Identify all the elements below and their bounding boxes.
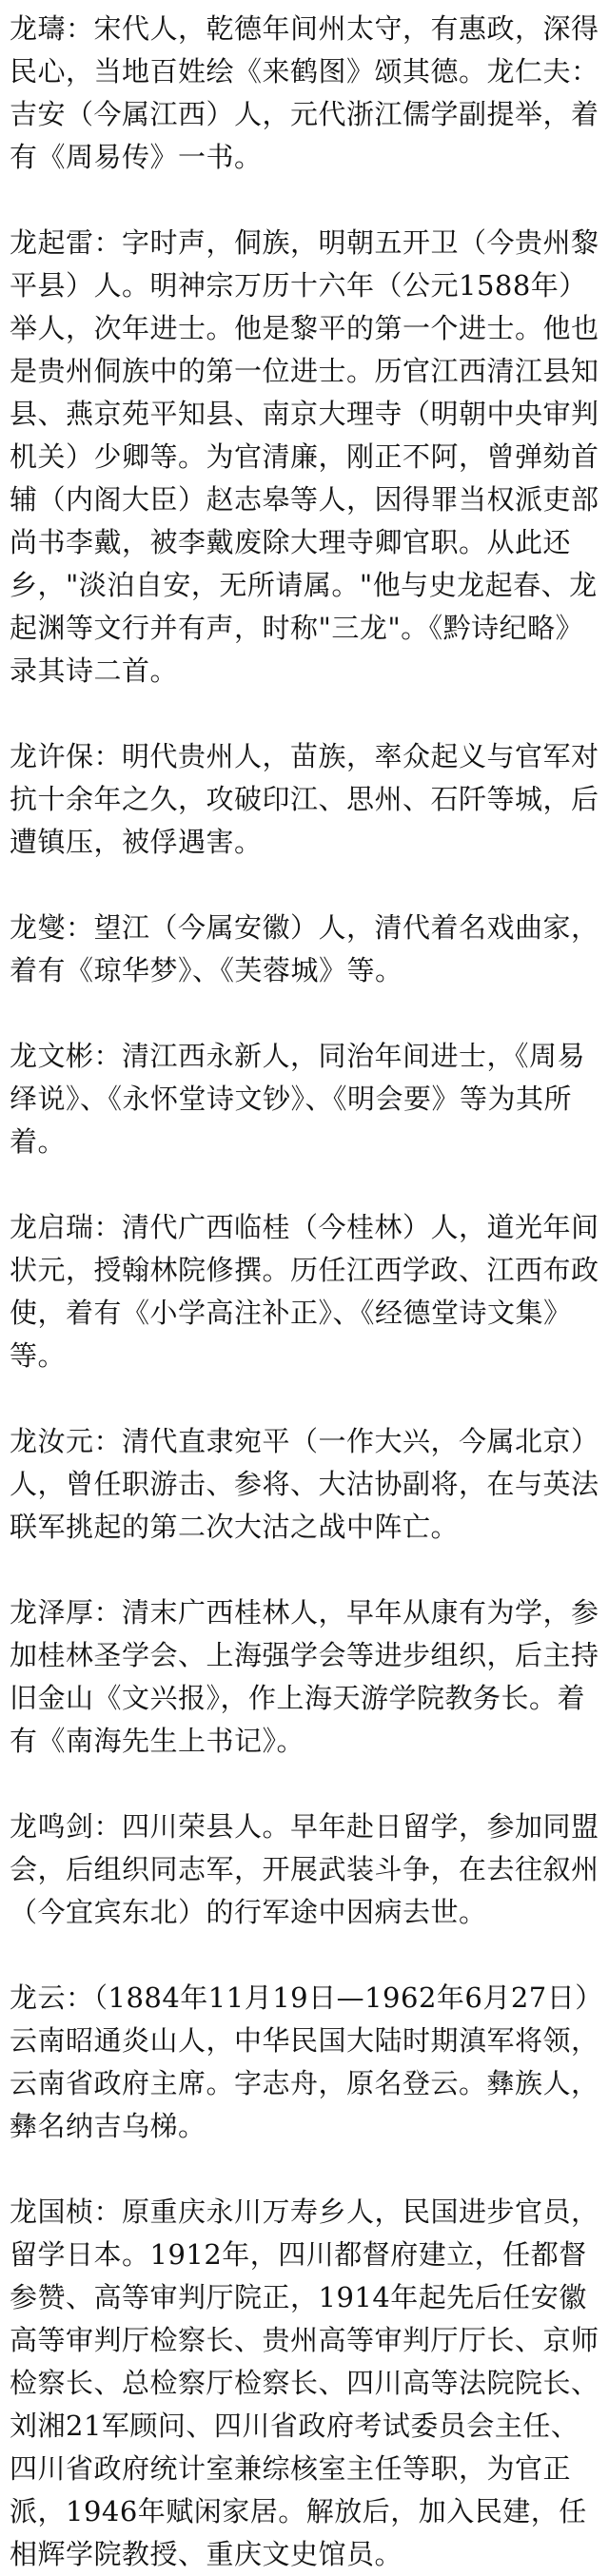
entry-long-wenbin bbox=[10, 1035, 599, 1163]
entry-text: 龙泽厚：清末广西桂林人，早年从康有为学，参加桂林圣学会、上海强学会等进步组织，后主持旧金山《文兴报》，作上海天游学院教务长。着有《南海先生上书记》。 bbox=[10, 1596, 599, 1757]
paragraph-gap bbox=[10, 2148, 599, 2191]
entry-text: 龙起雷：字时声，侗族，明朝五开卫（今贵州黎平县）人。明神宗万历十六年（公元1588年）举人，次年进士。他是黎平的第一个进士。他也是贵州侗族中的第一位进士。历官江西清江县知县、燕京苑平知县、南京大理寺（明朝中央审判机关）少卿等。为官清廉，刚正不阿，曾弹劾首辅（内阁大臣）赵志皋等人，因得罪当权派吏部尚书李戴，被李戴废除大理寺卿官职。从此还乡，"淡泊自安，无所请属。"他与史龙起春、龙起渊等文行并有声，时称"三龙"。《黔诗纪略》录其诗二首。 bbox=[10, 226, 599, 687]
paragraph-gap bbox=[10, 864, 599, 907]
entry-long-zehou bbox=[10, 1591, 599, 1763]
entry-long-qilei bbox=[10, 222, 599, 693]
entry-text: 龙云：（1884年11月19日—1962年6月27日）云南昭通炎山人，中华民国大陆时期滇军将领，云南省政府主席。字志舟，原名登云。彝族人，彝名纳吉乌梯。 bbox=[10, 1981, 599, 2142]
entry-long-qirui bbox=[10, 1206, 599, 1377]
paragraph-gap bbox=[10, 1763, 599, 1805]
entry-text: 龙汝元：清代直隶宛平（一作大兴，今属北京）人，曾任职游击、参将、大沽协副将，在与英法联军挑起的第二次大沽之战中阵亡。 bbox=[10, 1425, 599, 1543]
entry-text: 龙文彬：清江西永新人，同治年间进士，《周易绎说》、《永怀堂诗文钞》、《明会要》等为其所着。 bbox=[10, 1040, 586, 1158]
entry-long-guozhen bbox=[10, 2191, 599, 2576]
entry-long-xubao bbox=[10, 735, 599, 864]
paragraph-gap bbox=[10, 1163, 599, 1206]
paragraph-gap bbox=[10, 1934, 599, 1977]
entry-text: 龙启瑞：清代广西临桂（今桂林）人，道光年间状元，授翰林院修撰。历任江西学政、江西布政使，着有《小学高注补正》、《经德堂诗文集》等。 bbox=[10, 1211, 599, 1372]
paragraph-gap bbox=[10, 1377, 599, 1420]
paragraph-gap bbox=[10, 693, 599, 735]
entry-text: 龙许保：明代贵州人，苗族，率众起义与官军对抗十余年之久，攻破印江、思州、石阡等城，后遭镇压，被俘遇害。 bbox=[10, 740, 599, 858]
entry-text: 龙燮：望江（今属安徽）人，清代着名戏曲家，着有《琼华梦》、《芙蓉城》等。 bbox=[10, 911, 599, 986]
entry-long-xie bbox=[10, 907, 599, 992]
paragraph-gap bbox=[10, 1549, 599, 1591]
entry-long-mingjian bbox=[10, 1805, 599, 1934]
entry-long-ruyuan bbox=[10, 1420, 599, 1549]
entry-text: 龙鸣剑：四川荣县人。早年赴日留学，参加同盟会，后组织同志军，开展武装斗争，在去往叙州（今宜宾东北）的行军途中因病去世。 bbox=[10, 1810, 599, 1928]
paragraph-gap bbox=[10, 179, 599, 222]
entry-text: 龙国桢：原重庆永川万寿乡人，民国进步官员，留学日本。1912年，四川都督府建立，任都督参赞、高等审判厅院正，1914年起先后任安徽高等审判厅检察长、贵州高等审判厅厅长、京师检察长、总检察厅检察长、四川高等法院院长、刘湘21军顾问、四川省政府考试委员会主任、四川省政府统计室兼综核室主任等职，为官正派，1946年赋闲家居。解放后，加入民建，任相辉学院教授、重庆文史馆员。 bbox=[10, 2195, 599, 2570]
entry-long-yun bbox=[10, 1977, 599, 2148]
entry-long-chou bbox=[10, 8, 599, 179]
paragraph-gap bbox=[10, 992, 599, 1035]
entry-text: 龙璹：宋代人，乾德年间州太守，有惠政，深得民心，当地百姓绘《来鹤图》颂其德。龙仁夫：吉安（今属江西）人，元代浙江儒学副提举，着有《周易传》一书。 bbox=[10, 12, 599, 173]
